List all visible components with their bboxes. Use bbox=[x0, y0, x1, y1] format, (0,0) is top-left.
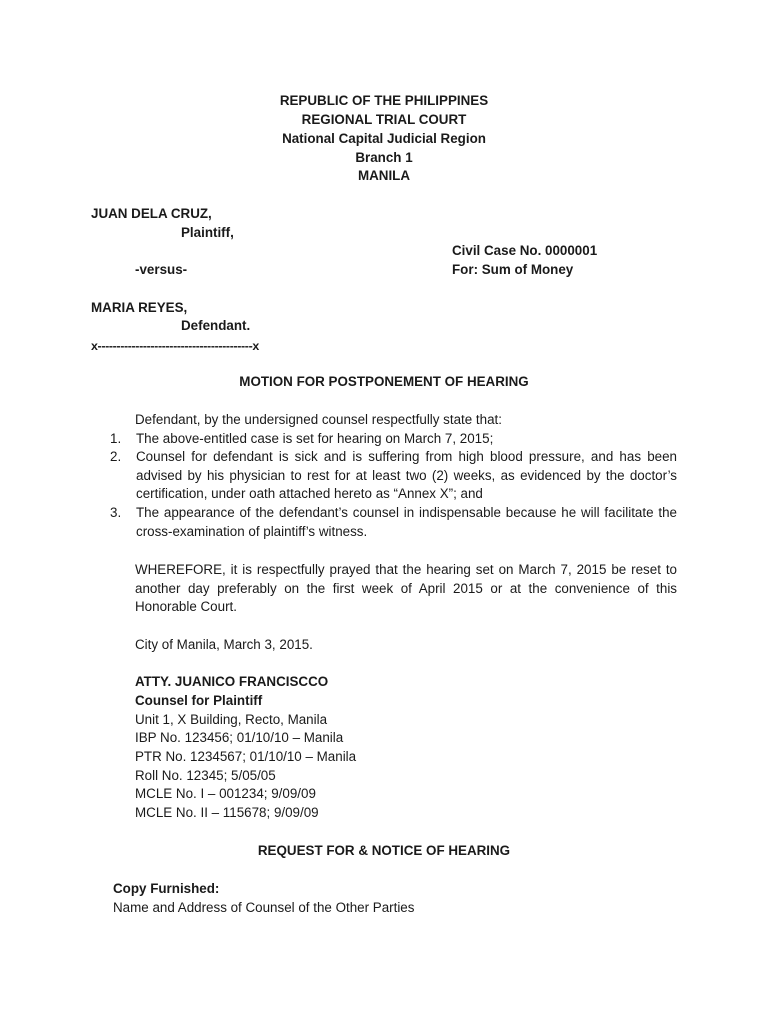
case-number: Civil Case No. 0000001 bbox=[452, 243, 598, 258]
list-item-text: The above-entitled case is set for hearing on March 7, 2015; bbox=[136, 431, 494, 446]
counsel-mcle-2: MCLE No. II – 115678; 9/09/09 bbox=[135, 805, 319, 820]
case-nature: For: Sum of Money bbox=[452, 262, 574, 277]
caption-city: MANILA bbox=[357, 168, 411, 183]
counsel-role: Counsel for Plaintiff bbox=[135, 693, 263, 708]
caption-separator: x-----------------------------------------x bbox=[91, 339, 259, 353]
notice-title: REQUEST FOR & NOTICE OF HEARING bbox=[257, 843, 511, 858]
caption-republic: REPUBLIC OF THE PHILIPPINES bbox=[279, 93, 489, 108]
intro-paragraph: Defendant, by the undersigned counsel respectfully state that: bbox=[135, 412, 502, 427]
counsel-ibp: IBP No. 123456; 01/10/10 – Manila bbox=[135, 730, 344, 745]
list-item-text: Counsel for defendant is sick and is suffering from high blood pressure, and has been advised by his physician to rest for at least two (2) weeks, as evidenced by the doctor’s certification, under oath attached hereto as “Annex X”; and bbox=[136, 449, 677, 502]
plaintiff-role: Plaintiff, bbox=[181, 225, 234, 240]
list-item-number: 1. bbox=[110, 431, 122, 446]
list-item-number: 2. bbox=[110, 449, 122, 464]
counsel-address: Unit 1, X Building, Recto, Manila bbox=[135, 712, 328, 727]
copy-furnished-value: Name and Address of Counsel of the Other Parties bbox=[113, 900, 415, 915]
list-item-text: The appearance of the defendant’s counsel in indispensable because he will facilitate the cross-examination of plaintiff’s witness. bbox=[136, 505, 677, 539]
plaintiff-name: JUAN DELA CRUZ, bbox=[91, 206, 212, 221]
prayer-paragraph: WHEREFORE, it is respectfully prayed that the hearing set on March 7, 2015 be reset to another day preferably on the first week of April 2015 or at the convenience of this Honorable Court. bbox=[135, 562, 677, 615]
counsel-ptr: PTR No. 1234567; 01/10/10 – Manila bbox=[135, 749, 357, 764]
list-item-number: 3. bbox=[110, 505, 122, 520]
counsel-roll: Roll No. 12345; 5/05/05 bbox=[135, 768, 276, 783]
versus-label: -versus- bbox=[135, 262, 188, 277]
place-date: City of Manila, March 3, 2015. bbox=[135, 637, 313, 652]
defendant-name: MARIA REYES, bbox=[91, 300, 188, 315]
defendant-role: Defendant. bbox=[181, 318, 251, 333]
caption-court: REGIONAL TRIAL COURT bbox=[301, 112, 467, 127]
motion-title: MOTION FOR POSTPONEMENT OF HEARING bbox=[239, 374, 529, 389]
caption-region: National Capital Judicial Region bbox=[282, 131, 486, 146]
caption-branch: Branch 1 bbox=[355, 150, 413, 165]
counsel-name: ATTY. JUANICO FRANCISCCO bbox=[135, 674, 329, 689]
counsel-mcle-1: MCLE No. I – 001234; 9/09/09 bbox=[135, 786, 316, 801]
copy-furnished-label: Copy Furnished: bbox=[113, 881, 220, 896]
